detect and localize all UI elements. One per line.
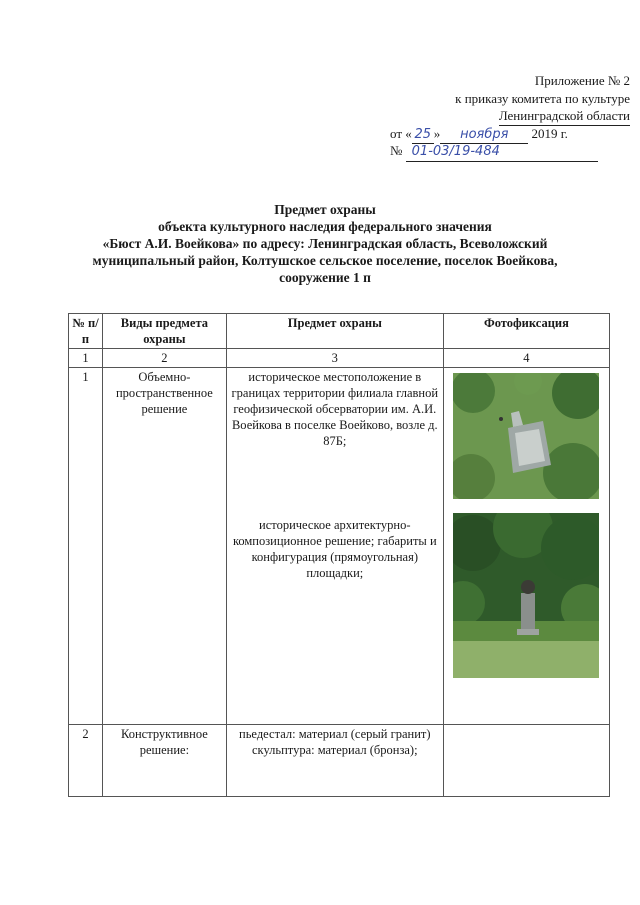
appendix-line-3-text: Ленинградской области [499, 107, 630, 126]
row-1-subject-composition: историческое архитектурно-композиционное решение; габариты и конфигурация (прямоугольная) площадки; [232, 518, 437, 580]
header-photo: Фотофиксация [443, 314, 609, 349]
title-line-3: «Бюст А.И. Воейкова» по адресу: Ленинградская область, Всеволожский [102, 236, 548, 251]
date-day: 25 [412, 126, 434, 145]
col-num-4: 4 [443, 349, 609, 368]
number-prefix: № [390, 143, 403, 158]
column-number-row [69, 349, 610, 368]
appendix-line-3 [390, 107, 630, 125]
row-2-number: 2 [69, 725, 103, 797]
title-line-1: Предмет охраны [274, 202, 376, 217]
appendix-header [390, 72, 630, 160]
table-row [69, 368, 610, 725]
row-1-number: 1 [69, 368, 103, 725]
row-1-subject-location: историческое местоположение в границах территории филиала главной геофизической обсерватории им. А.И. Воейкова в поселке Воейково, возле д. 87Б; [231, 370, 439, 448]
row-2-subject: пьедестал: материал (серый гранит) скульптура: материал (бронза); [226, 725, 443, 797]
table-row [69, 725, 610, 797]
date-mid: » [433, 125, 441, 141]
header-subject: Предмет охраны [226, 314, 443, 349]
header-type: Виды предмета охраны [103, 314, 227, 349]
row-2-type: Конструктивное решение: [103, 725, 227, 797]
appendix-line-1: Приложение № 2 [534, 73, 630, 88]
row-2-photos [443, 725, 609, 797]
header-number: № п/п [69, 314, 103, 349]
row-1-subject [226, 368, 443, 725]
date-month: ноября [440, 126, 528, 145]
title-line-4: муниципальный район, Колтушское сельское поселение, поселок Воейкова, [92, 253, 558, 268]
col-num-1: 1 [69, 349, 103, 368]
title-line-2: объекта культурного наследия федерального значения [158, 219, 492, 234]
col-num-2: 2 [103, 349, 227, 368]
document-title [60, 201, 590, 286]
aerial-photo-icon [453, 373, 599, 503]
number-value: 01-03/19-484 [406, 143, 598, 162]
title-line-5: сооружение 1 п [279, 270, 371, 285]
protection-table [68, 313, 610, 797]
order-number [390, 142, 630, 160]
col-num-3: 3 [226, 349, 443, 368]
appendix-line-2: к приказу комитета по культуре [455, 90, 630, 106]
monument-photo-icon [453, 513, 599, 682]
row-1-type: Объемно-пространственное решение [103, 368, 227, 725]
date-year: 2019 г. [531, 125, 568, 141]
order-date [390, 125, 630, 143]
row-1-photos [443, 368, 609, 725]
date-prefix: от « [390, 125, 412, 141]
table-header-row [69, 314, 610, 349]
